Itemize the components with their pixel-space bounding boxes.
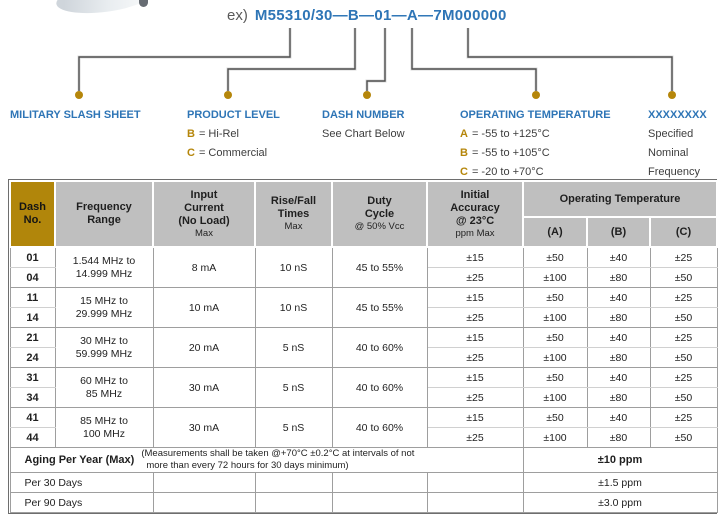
temp-c-cell: ±50 — [650, 308, 717, 328]
connector-operating-temp — [412, 28, 536, 91]
dash-cell: 24 — [10, 348, 55, 368]
duty-cycle-cell: 40 to 60% — [332, 328, 427, 368]
callout-military-slash-sheet — [10, 106, 141, 125]
callout-line: C = Commercial — [187, 147, 268, 159]
temp-b-cell: ±80 — [587, 308, 650, 328]
per-30-value: ±1.5 ppm — [523, 473, 717, 493]
per-30-days-row — [10, 473, 717, 493]
aging-label: Aging Per Year (Max) — [24, 454, 135, 466]
temp-a-cell: ±100 — [523, 348, 587, 368]
temp-b-cell: ±80 — [587, 428, 650, 448]
temp-a-cell: ±50 — [523, 247, 587, 268]
callout-line: B = Hi-Rel — [187, 128, 239, 140]
temp-a-cell: ±50 — [523, 328, 587, 348]
accuracy-cell: ±25 — [427, 388, 523, 408]
temp-a-cell: ±50 — [523, 408, 587, 428]
dash-cell: 41 — [10, 408, 55, 428]
accuracy-cell: ±25 — [427, 428, 523, 448]
aging-per-year-row — [10, 448, 717, 473]
input-current-cell: 10 mA — [153, 288, 255, 328]
callout-line: C = -20 to +70°C — [460, 166, 544, 178]
callout-product-level — [187, 106, 280, 163]
part-number-text: M55310/30—B—01—A—7M000000 — [254, 7, 507, 24]
duty-cycle-cell: 40 to 60% — [332, 368, 427, 408]
callout-line: A = -55 to +125°C — [460, 128, 550, 140]
accuracy-cell: ±25 — [427, 348, 523, 368]
header-col-b: (B) — [587, 217, 650, 247]
temp-c-cell: ±25 — [650, 288, 717, 308]
temp-a-cell: ±100 — [523, 308, 587, 328]
aging-note: (Measurements shall be taken @+70°C ±0.2°C at intervals of not more than every 72 hours for 30 days minimum) — [141, 448, 415, 471]
table-row — [10, 247, 717, 268]
dash-cell: 34 — [10, 388, 55, 408]
accuracy-cell: ±15 — [427, 408, 523, 428]
connector-endpoint-dots — [75, 91, 676, 99]
accuracy-cell: ±25 — [427, 268, 523, 288]
empty-cell — [153, 493, 255, 513]
table-row — [10, 408, 717, 428]
temp-c-cell: ±50 — [650, 268, 717, 288]
per-90-value: ±3.0 ppm — [523, 493, 717, 513]
spec-table-container — [8, 179, 717, 514]
input-current-cell: 20 mA — [153, 328, 255, 368]
temp-c-cell: ±25 — [650, 368, 717, 388]
temp-b-cell: ±40 — [587, 368, 650, 388]
header-dash-no: Dash No. — [10, 181, 55, 247]
empty-cell — [255, 493, 332, 513]
accuracy-cell: ±15 — [427, 288, 523, 308]
aging-label-cell — [10, 448, 523, 473]
freq-range-cell: 85 MHz to 100 MHz — [55, 408, 153, 448]
callout-line: Specified — [648, 128, 694, 140]
dash-number-spec-table — [9, 180, 718, 513]
temp-a-cell: ±100 — [523, 268, 587, 288]
dash-cell: 01 — [10, 247, 55, 268]
temp-a-cell: ±50 — [523, 368, 587, 388]
callout-line: B = -55 to +105°C — [460, 147, 550, 159]
dash-cell: 14 — [10, 308, 55, 328]
aging-value-cell: ±10 ppm — [523, 448, 717, 473]
accuracy-cell: ±15 — [427, 368, 523, 388]
temp-c-cell: ±25 — [650, 408, 717, 428]
table-row — [10, 288, 717, 308]
rise-fall-cell: 10 nS — [255, 247, 332, 288]
empty-cell — [427, 473, 523, 493]
empty-cell — [153, 473, 255, 493]
header-rise-fall: Rise/Fall Times Max — [255, 181, 332, 247]
connector-dash-number — [367, 28, 385, 91]
temp-a-cell: ±50 — [523, 288, 587, 308]
temp-a-cell: ±100 — [523, 428, 587, 448]
temp-b-cell: ±40 — [587, 288, 650, 308]
duty-cycle-cell: 45 to 55% — [332, 247, 427, 288]
per-90-days-row — [10, 493, 717, 513]
dash-cell: 31 — [10, 368, 55, 388]
input-current-cell: 30 mA — [153, 408, 255, 448]
dash-cell: 21 — [10, 328, 55, 348]
temp-b-cell: ±80 — [587, 268, 650, 288]
callout-dash-number — [322, 106, 405, 144]
callout-nominal-frequency — [648, 106, 707, 182]
header-row-1 — [10, 181, 717, 217]
dash-cell: 04 — [10, 268, 55, 288]
temp-a-cell: ±100 — [523, 388, 587, 408]
connector-frequency — [468, 28, 672, 91]
accuracy-cell: ±25 — [427, 308, 523, 328]
connector-lines — [0, 0, 721, 110]
per-30-label: Per 30 Days — [10, 473, 153, 493]
header-col-a: (A) — [523, 217, 587, 247]
temp-c-cell: ±25 — [650, 247, 717, 268]
table-row — [10, 368, 717, 388]
connector-slash-sheet — [79, 28, 290, 91]
input-current-cell: 30 mA — [153, 368, 255, 408]
temp-b-cell: ±40 — [587, 408, 650, 428]
temp-b-cell: ±80 — [587, 348, 650, 368]
callout-title: PRODUCT LEVEL — [187, 109, 280, 121]
callout-title: XXXXXXXX — [648, 109, 707, 121]
input-current-cell: 8 mA — [153, 247, 255, 288]
empty-cell — [332, 473, 427, 493]
temp-c-cell: ±50 — [650, 348, 717, 368]
per-90-label: Per 90 Days — [10, 493, 153, 513]
dash-cell: 11 — [10, 288, 55, 308]
empty-cell — [332, 493, 427, 513]
temp-c-cell: ±50 — [650, 428, 717, 448]
callout-title: OPERATING TEMPERATURE — [460, 109, 611, 121]
rise-fall-cell: 10 nS — [255, 288, 332, 328]
header-duty-cycle: Duty Cycle @ 50% Vcc — [332, 181, 427, 247]
header-input-current: Input Current (No Load) Max — [153, 181, 255, 247]
rise-fall-cell: 5 nS — [255, 368, 332, 408]
temp-b-cell: ±80 — [587, 388, 650, 408]
freq-range-cell: 15 MHz to 29.999 MHz — [55, 288, 153, 328]
empty-cell — [427, 493, 523, 513]
callout-title: MILITARY SLASH SHEET — [10, 109, 141, 121]
rise-fall-cell: 5 nS — [255, 328, 332, 368]
temp-c-cell: ±25 — [650, 328, 717, 348]
callout-line: See Chart Below — [322, 128, 405, 140]
temp-b-cell: ±40 — [587, 247, 650, 268]
header-operating-temperature: Operating Temperature — [523, 181, 717, 217]
callout-title: DASH NUMBER — [322, 109, 405, 121]
accuracy-cell: ±15 — [427, 328, 523, 348]
temp-c-cell: ±50 — [650, 388, 717, 408]
header-initial-accuracy: Initial Accuracy @ 23°C ppm Max — [427, 181, 523, 247]
rise-fall-cell: 5 nS — [255, 408, 332, 448]
callout-line: Nominal — [648, 147, 689, 159]
table-row — [10, 328, 717, 348]
callout-operating-temperature — [460, 106, 611, 182]
temp-b-cell: ±40 — [587, 328, 650, 348]
example-prefix: ex) — [227, 7, 248, 24]
duty-cycle-cell: 40 to 60% — [332, 408, 427, 448]
header-frequency-range: Frequency Range — [55, 181, 153, 247]
freq-range-cell: 30 MHz to 59.999 MHz — [55, 328, 153, 368]
duty-cycle-cell: 45 to 55% — [332, 288, 427, 328]
empty-cell — [255, 473, 332, 493]
freq-range-cell: 1.544 MHz to 14.999 MHz — [55, 247, 153, 288]
callout-line: Frequency — [648, 166, 700, 178]
dash-cell: 44 — [10, 428, 55, 448]
header-col-c: (C) — [650, 217, 717, 247]
accuracy-cell: ±15 — [427, 247, 523, 268]
freq-range-cell: 60 MHz to 85 MHz — [55, 368, 153, 408]
